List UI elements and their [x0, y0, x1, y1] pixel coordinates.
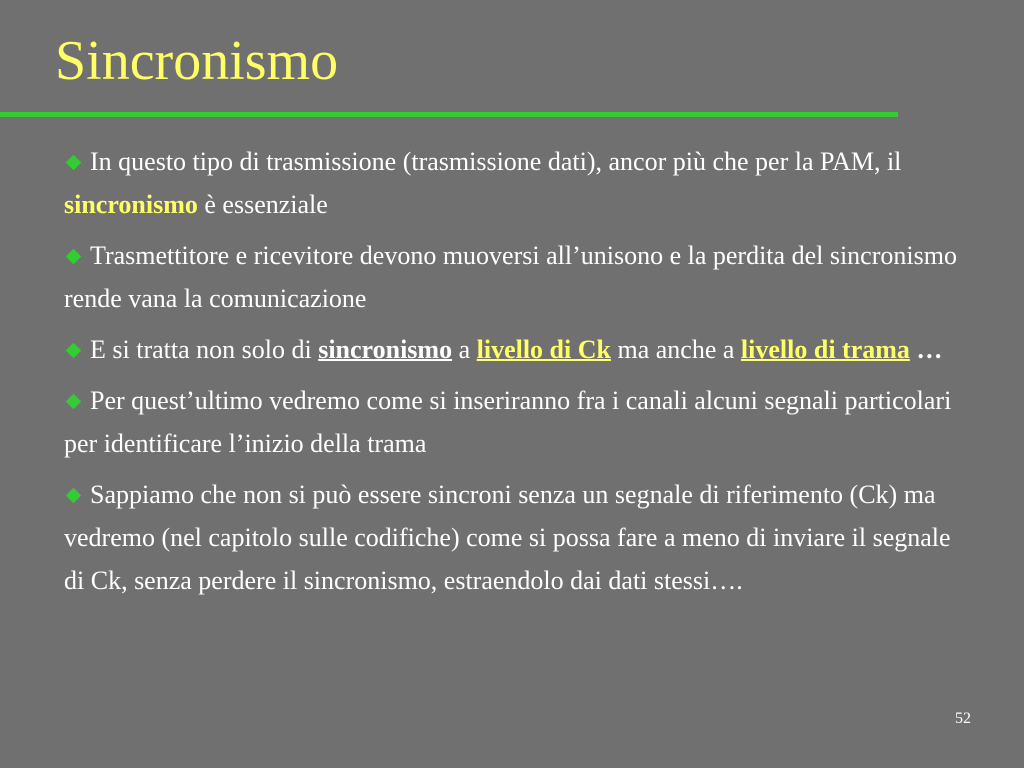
bullet-text: …	[909, 335, 943, 364]
bullet-item	[64, 234, 964, 320]
slide-title: Sincronismo	[55, 30, 339, 92]
title-divider	[0, 112, 898, 117]
page-number: 52	[955, 710, 971, 727]
bullet-text: Per quest’ultimo vedremo come si inseriranno fra i canali alcuni segnali particolari per identificare l’inizio della trama	[64, 386, 952, 458]
bullet-text: ma anche a	[610, 335, 741, 364]
bullet-text: è essenziale	[197, 190, 328, 219]
keyword-livello-ck: livello di Ck	[476, 335, 611, 364]
diamond-bullet-icon	[66, 248, 82, 264]
keyword-sincronismo: sincronismo	[318, 335, 453, 364]
bullet-text: a	[452, 335, 477, 364]
keyword-livello-trama: livello di trama	[740, 335, 910, 364]
bullet-text: In questo tipo di trasmissione (trasmissione dati), ancor più che per la PAM, il	[90, 147, 902, 176]
diamond-bullet-icon	[66, 393, 82, 409]
bullet-list	[64, 140, 964, 610]
diamond-bullet-icon	[66, 342, 82, 358]
bullet-text: E si tratta non solo di	[90, 335, 319, 364]
bullet-item	[64, 473, 964, 602]
bullet-text: Sappiamo che non si può essere sincroni senza un segnale di riferimento (Ck) ma vedremo (nel capitolo sulle codifiche) come si possa fare a meno di inviare il segnale di Ck, senza perdere il sincronismo, estraendolo dai dati stessi….	[64, 480, 951, 595]
bullet-item	[64, 140, 964, 226]
bullet-text: Trasmettitore e ricevitore devono muoversi all’unisono e la perdita del sincronismo rende vana la comunicazione	[64, 241, 957, 313]
bullet-item	[64, 328, 964, 371]
diamond-bullet-icon	[66, 487, 82, 503]
keyword-sincronismo: sincronismo	[64, 190, 198, 219]
bullet-item	[64, 379, 964, 465]
diamond-bullet-icon	[66, 154, 82, 170]
